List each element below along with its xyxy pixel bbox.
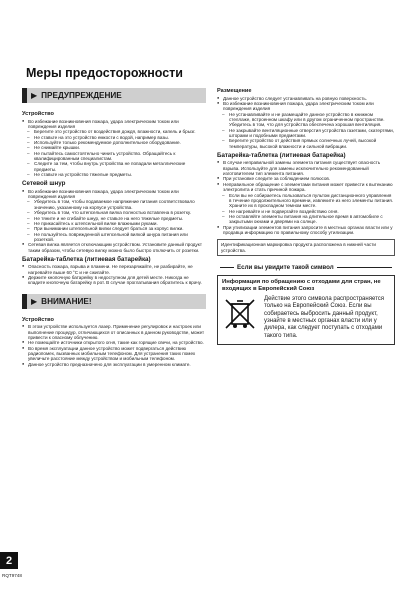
bullet-item: ● Данное устройство предназначено для эксплуатации в умеренном климате.	[22, 362, 206, 367]
caution-sections	[22, 317, 206, 367]
section-list	[22, 189, 206, 253]
right-sections	[217, 88, 395, 235]
section-list	[217, 160, 395, 235]
dash-item: – Берегите устройство от действия прямых солнечных лучей, высокой температуры, высокой влажности и сильной вибрации.	[217, 138, 395, 149]
dash-item: – Не закрывайте вентиляционные отверстия устройства газетами, скатертями, шторами и подобными предметами.	[217, 128, 395, 139]
bullet-item: ● Опасность пожара, взрыва и пламени. Не перезаряжайте, не разбирайте, не нагревайте выше 60 °C и не сжигайте.	[22, 264, 206, 275]
dash-item: – Если вы не собираетесь пользоваться пультом дистанционного управления в течение продолжительного времени, извлеките из него элементы питания. Храните их в прохладном темном месте.	[217, 193, 395, 209]
warning-triangle-icon: ▶	[31, 91, 38, 100]
eu-disposal-text: Действие этого символа распространяется только на Европейский Союз. Если вы собираетесь выбросить данный продукт, узнайте в местных органах власти или у дилера, как следует поступать с отходами такого типа.	[264, 296, 385, 339]
bullet-item: ● Не помещайте источники открытого огня, такие как горящие свечи, на устройство.	[22, 340, 206, 345]
section-list	[22, 119, 206, 178]
bullet-item: ● Сетевая вилка является отключающим устройством. Установите данный продукт таким образом, чтобы сетевую вилку можно было быстро отключить от розетки.	[22, 242, 206, 253]
eu-rule-title-text: Если вы увидите такой символ	[237, 264, 334, 272]
section-heading: Батарейка-таблетка (литиевая батарейка)	[217, 151, 346, 159]
bullet-item: ● В случае неправильной замены элемента питания существует опасность взрыва. Используйте для замены исключительно рекомендованный изготовителем тип элемента питания.	[217, 160, 395, 176]
section-heading: Размещение	[217, 88, 252, 94]
bullet-item: ● При установке следите за соблюдением полюсов.	[217, 176, 395, 181]
section-list	[22, 324, 206, 367]
bullet-item: ● Данное устройство следует устанавливать на ровную поверхность.	[217, 96, 395, 101]
eu-rule-title	[217, 264, 395, 271]
warning-banner-label: ПРЕДУПРЕЖДЕНИЕ	[41, 91, 122, 100]
crossed-bin-icon	[222, 296, 258, 334]
section-list	[217, 96, 395, 149]
dash-item: – Следите за тем, чтобы внутрь устройства не попадали металлические предметы.	[22, 161, 206, 172]
caution-banner	[22, 294, 206, 309]
bullet-item: ● Держите кнопочную батарейку в недоступном для детей месте. Никогда не кладите кнопочную батарейку в рот. В случае проглатывания обратитесь к врачу.	[22, 275, 206, 286]
bullet-item: ● Неправильное обращение с элементами питания может привести к вытеканию электролита и стать причиной пожара.	[217, 182, 395, 193]
dash-item: – Убедитесь в том, чтобы подаваемое напряжение питания соответствовало значению, указанному на корпусе устройства.	[22, 199, 206, 210]
dash-item: – Не пытайтесь самостоятельно чинить устройство. Обращайтесь к квалифицированным специалистам.	[22, 151, 206, 162]
dash-item: – Берегите это устройство от воздействия дождя, влажности, капель и брызг.	[22, 129, 206, 134]
dash-item: – Используйте только рекомендуемое дополнительное оборудование.	[22, 140, 206, 145]
right-column	[217, 85, 395, 345]
page-title: Меры предосторожности	[26, 66, 183, 80]
section-list	[22, 264, 206, 285]
dash-item: – При вынимании штепсельной вилки следует браться за корпус вилки.	[22, 226, 206, 231]
bullet-item: ● Во избежание возникновения пожара, удара электрическим током или повреждения изделия	[217, 101, 395, 112]
rule-line-left	[220, 267, 234, 268]
page-number: 2	[0, 552, 18, 569]
dash-item: – Не нагревайте и не подвергайте воздействию огня.	[217, 209, 395, 214]
rule-line-right	[337, 267, 392, 268]
dash-item: – Не ставьте на это устройство емкости с водой, например вазы.	[22, 135, 206, 140]
section-heading: Сетевой шнур	[22, 180, 66, 188]
section-heading: Устройство	[22, 111, 54, 117]
left-column	[22, 88, 206, 367]
bullet-item: ● В этом устройстве используется лазер. Применение регулировок и настроек или выполнение процедур, отличающихся от описанных в данном руководстве, может привести к опасному облучению.	[22, 324, 206, 340]
dash-item: – Не пользуйтесь поврежденной штепсельной вилкой шнура питания или розеткой.	[22, 232, 206, 243]
identification-note: Идентификационная маркировка продукта расположена в нижней части устройства.	[217, 239, 395, 256]
dash-item: – Не оставляйте элементы питания на длительное время в автомобиле с закрытыми окнами и дверями на солнце.	[217, 214, 395, 225]
bullet-item: ● Во время эксплуатации данное устройство может подвергаться действию радиопомех, вызванных мобильным телефоном. Для устранения таких помех увеличьте расстояние между устройством и мобильным телефоном.	[22, 346, 206, 362]
warning-sections	[22, 111, 206, 286]
warning-banner	[22, 88, 206, 103]
dash-item: – Убедитесь в том, что штепсельная вилка полностью вставлена в розетку.	[22, 210, 206, 215]
dash-item: – Не снимайте крышки.	[22, 145, 206, 150]
bullet-item: ● При утилизации элементов питания запросите в местных органах власти или у продавца информацию по правильному способу утилизации.	[217, 225, 395, 236]
bullet-item: ● Во избежание возникновения пожара, удара электрическим током или повреждения изделия	[22, 189, 206, 200]
caution-triangle-icon: ▶	[31, 296, 38, 306]
eu-disposal-heading: Информация по обращению с отходами для стран, не входящих в Европейский Союз	[222, 279, 381, 293]
caution-banner-label: ВНИМАНИЕ!	[41, 296, 92, 306]
dash-item: – Не тяните и не сгибайте шнур, не ставьте на него тяжелые предметы.	[22, 216, 206, 221]
section-heading: Батарейка-таблетка (литиевая батарейка)	[22, 255, 151, 263]
section-heading: Устройство	[22, 316, 54, 323]
dash-item: – Не устанавливайте и не размещайте данное устройство в книжном стеллаже, встроенном шкафу или в другом ограниченном пространстве. Убедитесь в том, что для устройства обеспечена хорошая вентиляция.	[217, 112, 395, 128]
dash-item: – Не ставьте на устройство тяжелые предметы.	[22, 172, 206, 177]
dash-item: – Не прикасайтесь к штепсельной вилке влажными руками.	[22, 221, 206, 226]
bullet-item: ● Во избежание возникновения пожара, удара электрическим током или повреждения изделия	[22, 119, 206, 130]
document-code: RQT9748	[2, 573, 22, 578]
eu-disposal-box	[217, 275, 395, 345]
